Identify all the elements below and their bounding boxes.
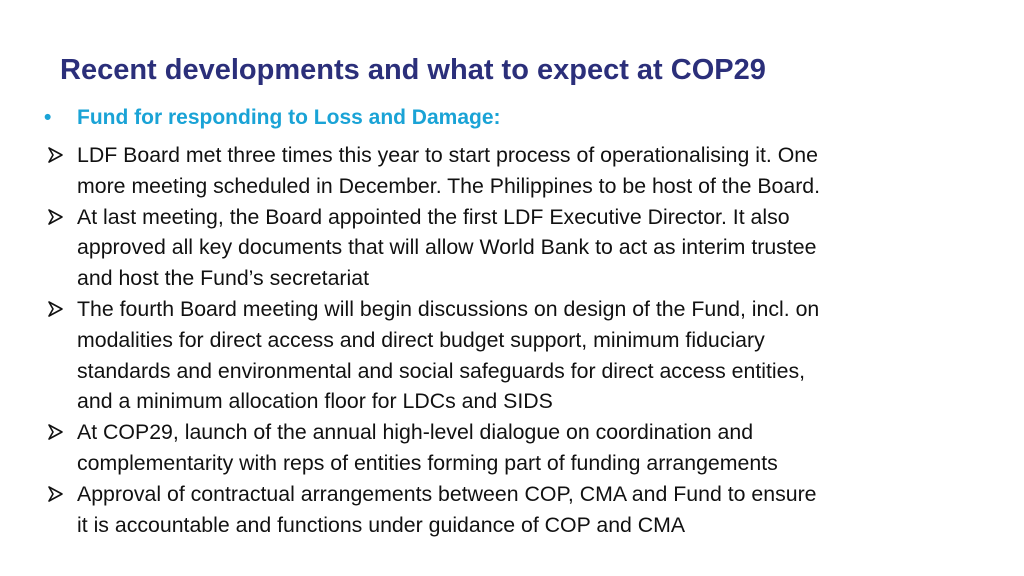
list-item-text-line: complementarity with reps of entities forming part of funding arrangements (77, 450, 778, 475)
list-item-text-line: The fourth Board meeting will begin discussions on design of the Fund, incl. on (77, 296, 820, 321)
list-item-text-line: At last meeting, the Board appointed the first LDF Executive Director. It also (77, 204, 790, 229)
list-item-text-line: more meeting scheduled in December. The Philippines to be host of the Board. (77, 173, 821, 198)
list-item-text-line: modalities for direct access and direct budget support, minimum fiduciary (77, 327, 765, 352)
list-item-text-line: standards and environmental and social safeguards for direct access entities, (77, 358, 806, 383)
list-item-text-line: approved all key documents that will allow World Bank to act as interim trustee (77, 235, 817, 260)
list-item (46, 140, 986, 202)
arrowhead-bullet-icon (46, 479, 68, 509)
arrowhead-bullet-icon (46, 294, 68, 324)
section-bullet: • (44, 106, 52, 129)
arrowhead-bullet-icon (46, 202, 68, 232)
list-item (46, 294, 986, 417)
list-item-text-line: and a minimum allocation floor for LDCs and SIDS (77, 389, 553, 414)
list-item (46, 202, 986, 294)
list-item (46, 479, 986, 541)
section-heading: Fund for responding to Loss and Damage: (77, 106, 501, 129)
section-heading-row (44, 104, 501, 132)
list-item-text-line: Approval of contractual arrangements between COP, CMA and Fund to ensure (77, 481, 817, 506)
list-item-text-line: and host the Fund’s secretariat (77, 266, 370, 291)
slide-title: Recent developments and what to expect at COP29 (60, 54, 766, 86)
arrowhead-bullet-icon (46, 140, 68, 170)
arrowhead-bullet-icon (46, 417, 68, 447)
list-item-text-line: LDF Board met three times this year to start process of operationalising it. One (77, 143, 818, 167)
list-item (46, 417, 986, 479)
list-item-text-line: it is accountable and functions under guidance of COP and CMA (77, 512, 686, 537)
bullet-list (46, 140, 986, 540)
list-item-text-line: At COP29, launch of the annual high-level dialogue on coordination and (77, 420, 754, 445)
